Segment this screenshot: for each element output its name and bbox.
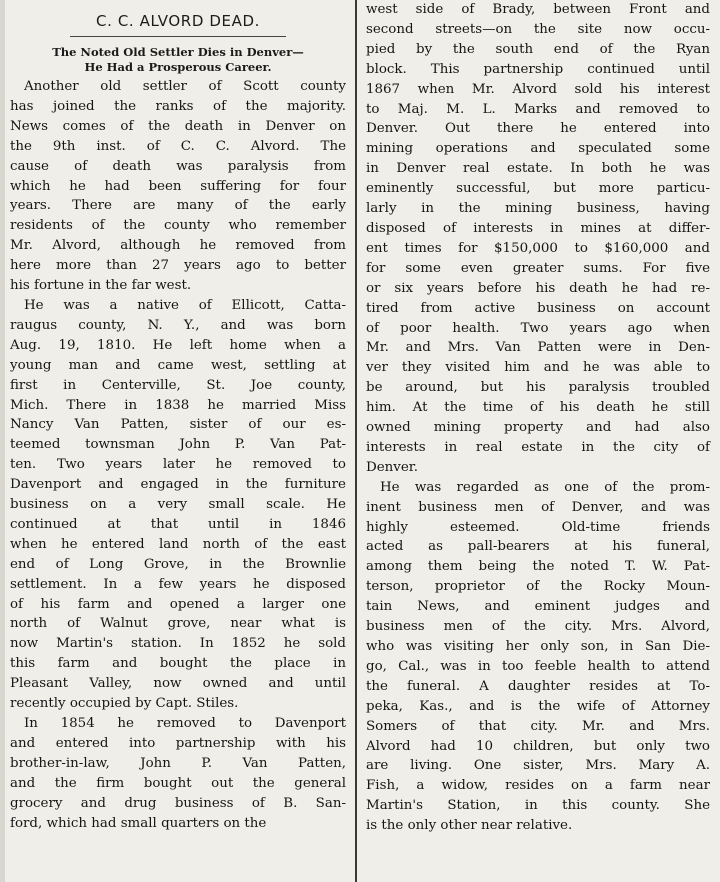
text-line: Mich. There in 1838 he married Miss [10, 397, 346, 413]
text-line: Denver. [366, 459, 418, 475]
text-line: end of Long Grove, in the Brownlie [10, 556, 346, 572]
text-line: who was visiting her only son, in San Die- [366, 639, 710, 654]
text-line: among them being the noted T. W. Pat- [366, 559, 710, 575]
text-line: ver they visited him and he was able to [366, 360, 710, 376]
text-line: Mr. Alvord, although he removed from [10, 238, 346, 254]
text-line: young man and came west, settling at [10, 357, 346, 373]
text-line: Martin's Station, in this county. She [366, 798, 710, 814]
page-edge-shade [0, 0, 5, 882]
text-line: Somers of that city. Mr. and Mrs. [366, 718, 710, 734]
text-line: business on a very small scale. He [10, 497, 346, 513]
text-line: peka, Kas., and is the wife of Attorney [366, 698, 710, 714]
text-line: to Maj. M. L. Marks and removed to [366, 101, 710, 117]
text-line: or six years before his death he had re- [366, 280, 710, 296]
text-line: Fish, a widow, resides on a farm near [366, 778, 710, 794]
text-line: mining operations and speculated some [366, 141, 710, 157]
text-line: Nancy Van Patten, sister of our es- [10, 417, 346, 433]
column-divider [355, 0, 357, 882]
article-paragraph [366, 478, 710, 836]
left-column [6, 0, 351, 856]
text-line: has joined the ranks of the majority. [10, 98, 346, 114]
text-line: highly esteemed. Old-time friends [366, 519, 710, 535]
text-line: In 1854 he removed to Davenport [24, 716, 346, 731]
text-line: are living. One sister, Mrs. Mary A. [366, 758, 710, 774]
text-line: ent times for $150,000 to $160,000 and [366, 240, 710, 256]
text-line: inent business men of Denver, and was [366, 499, 710, 515]
text-line: here more than 27 years ago to better [10, 258, 346, 274]
text-line: years. There are many of the early [10, 198, 346, 214]
text-line: owned mining property and had also [366, 420, 710, 436]
text-line: He was regarded as one of the prom- [380, 479, 710, 495]
text-line: when he entered land north of the east [10, 536, 346, 552]
text-line: Another old settler of Scott county [24, 79, 346, 94]
text-line: residents of the county who remember [10, 218, 346, 234]
text-line: 1867 when Mr. Alvord sold his interest [366, 81, 710, 97]
text-line: west side of Brady, between Front and [366, 2, 710, 17]
article-paragraph [366, 0, 710, 478]
text-line: for some even greater sums. For five [366, 260, 710, 276]
text-line: Aug. 19, 1810. He left home when a [10, 337, 346, 353]
text-line: larly in the mining business, having [366, 201, 710, 217]
text-line: eminently successful, but more particu- [366, 181, 710, 197]
text-line: tain News, and eminent judges and [366, 599, 710, 615]
text-line: block. This partnership continued until [366, 61, 710, 77]
text-line: second streets—on the site now occu- [366, 21, 710, 37]
text-line: and entered into partnership with his [10, 735, 346, 751]
headline-rule [70, 36, 286, 37]
article-paragraph [10, 714, 346, 833]
text-line: is the only other near relative. [366, 818, 573, 834]
text-line: settlement. In a few years he disposed [10, 576, 346, 592]
text-line: of his farm and opened a larger one [10, 596, 346, 612]
article-subhead [10, 45, 346, 75]
text-line: acted as pall-bearers at his funeral, [366, 539, 710, 555]
text-line: the 9th inst. of C. C. Alvord. The [10, 138, 346, 154]
text-line: interests in real estate in the city of [366, 439, 710, 455]
text-line: teemed townsman John P. Van Pat- [10, 437, 346, 453]
text-line: tired from active business on account [366, 300, 710, 316]
text-line: north of Walnut grove, near what is [10, 616, 346, 632]
text-line: in Denver real estate. In both he was [366, 161, 710, 177]
text-line: grocery and drug business of B. San- [10, 795, 346, 811]
text-line: disposed of interests in mines at differ- [366, 220, 710, 236]
text-line: raugus county, N. Y., and was born [10, 317, 346, 333]
text-line: now Martin's station. In 1852 he sold [10, 636, 346, 652]
text-line: News comes of the death in Denver on [10, 118, 346, 134]
text-line: Denver. Out there he entered into [366, 121, 710, 137]
text-line: business men of the city. Mrs. Alvord, [366, 619, 710, 635]
text-line: pied by the south end of the Ryan [366, 41, 710, 57]
right-column-body [366, 0, 710, 836]
text-line: him. At the time of his death he still [366, 400, 710, 416]
right-column [362, 0, 714, 882]
text-line: first in Centerville, St. Joe county, [10, 377, 346, 393]
text-line: his fortune in the far west. [10, 278, 192, 294]
subhead-line: He Had a Prosperous Career. [84, 60, 272, 74]
text-line: recently occupied by Capt. Stiles. [10, 696, 239, 712]
article-paragraph [10, 77, 346, 296]
text-line: ford, which had small quarters on the [10, 815, 267, 831]
text-line: this farm and bought the place in [10, 656, 346, 672]
text-line: ten. Two years later he removed to [10, 457, 346, 473]
text-line: go, Cal., was in too feeble health to attend [366, 658, 710, 674]
text-line: and the firm bought out the general [10, 775, 346, 791]
article-paragraph [10, 296, 346, 714]
text-line: which he had been suffering for four [10, 178, 346, 194]
text-line: Alvord had 10 children, but only two [366, 738, 710, 754]
text-line: of poor health. Two years ago when [366, 320, 710, 336]
text-line: continued at that until in 1846 [10, 516, 346, 532]
text-line: terson, proprietor of the Rocky Moun- [366, 579, 710, 595]
text-line: be around, but his paralysis troubled [366, 380, 710, 396]
left-column-body [10, 77, 346, 833]
text-line: He was a native of Ellicott, Catta- [24, 297, 346, 313]
text-line: brother-in-law, John P. Van Patten, [10, 755, 346, 771]
text-line: the funeral. A daughter resides at To- [366, 678, 710, 694]
text-line: Mr. and Mrs. Van Patten were in Den- [366, 340, 710, 356]
text-line: Pleasant Valley, now owned and until [10, 676, 346, 692]
article-headline: C. C. ALVORD DEAD. [96, 12, 260, 30]
subhead-line: The Noted Old Settler Dies in Denver— [52, 45, 304, 59]
text-line: Davenport and engaged in the furniture [10, 477, 346, 493]
text-line: cause of death was paralysis from [10, 158, 346, 174]
